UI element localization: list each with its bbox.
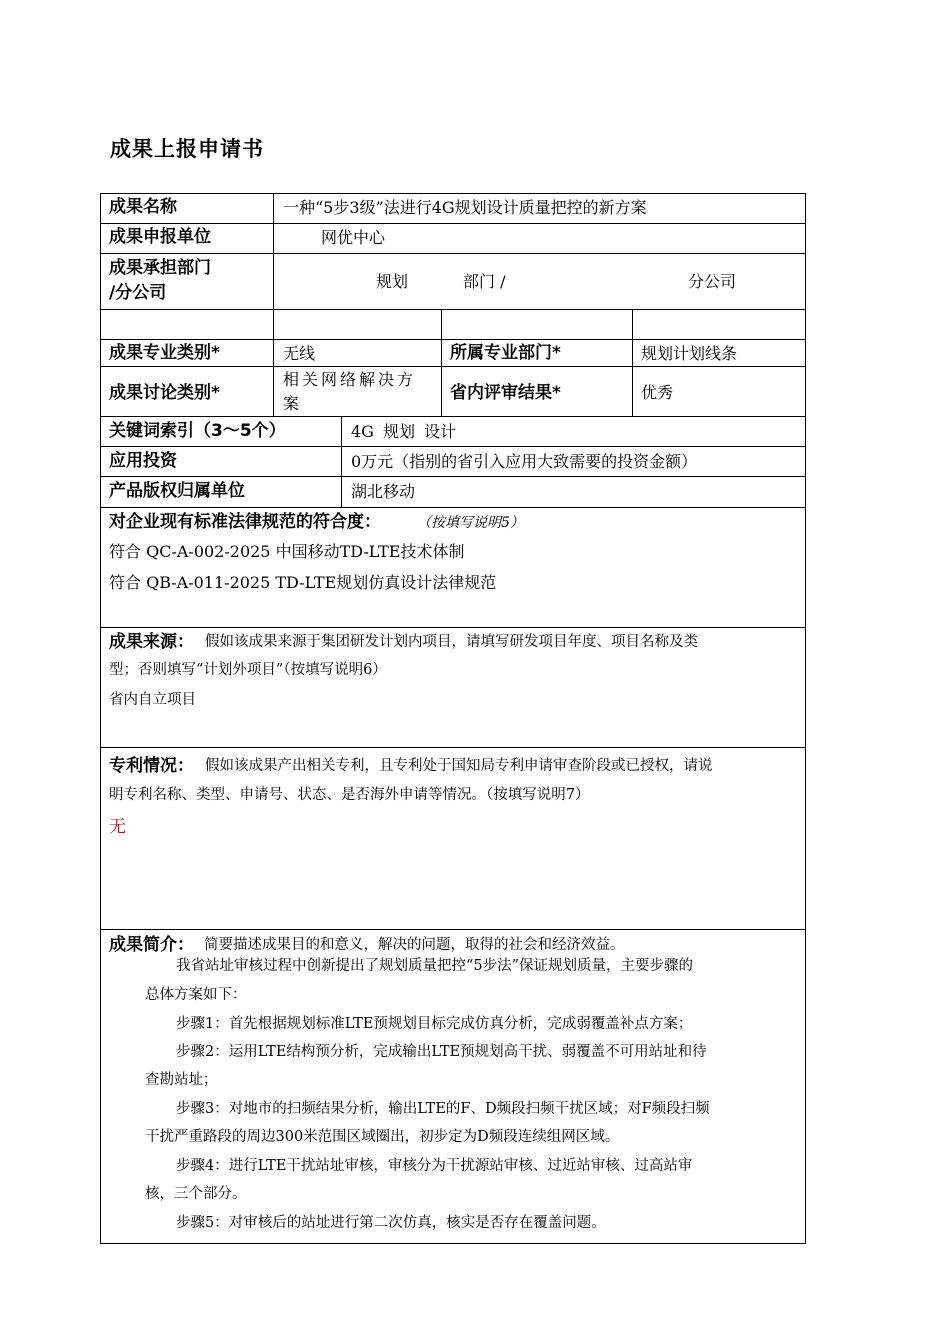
source-value: 省内自立项目 — [109, 692, 196, 708]
investment-value: 0万元（指别的省引入应用大致需要的投资金额） — [351, 452, 698, 471]
summary-intro: 简要描述成果目的和意义，解决的问题，取得的社会和经济效益。 — [204, 937, 625, 953]
row-divider — [100, 929, 806, 930]
category-label: 成果专业类别* — [109, 343, 220, 363]
patent-instruction-1: 假如该成果产出相关专利，且专利处于国知局专利申请审查阶段或已授权，请说 — [205, 758, 713, 774]
page-title: 成果上报申请书 — [110, 137, 264, 161]
discussion-category-label: 成果讨论类别* — [109, 383, 220, 403]
summary-step-3b: 干扰严重路段的周边300米范围区域圈出，初步定为D频段连续组网区域。 — [145, 1129, 620, 1145]
category-value: 无线 — [283, 344, 316, 363]
department-label-line2: /分公司 — [109, 283, 167, 303]
summary-step-1: 步骤1：首先根据规划标准LTE预规划目标完成仿真分析，完成弱覆盖补点方案； — [176, 1016, 693, 1032]
keyword-value: 4G 规划 设计 — [351, 422, 457, 441]
department-value-branch: 分公司 — [688, 272, 737, 291]
row-divider — [100, 253, 806, 254]
source-instruction-1: 假如该成果来源于集团研发计划内项目，请填写研发项目年度、项目名称及类 — [205, 634, 698, 650]
row-divider — [100, 366, 806, 367]
summary-step-2b: 查勘站址； — [145, 1072, 218, 1088]
copyright-label: 产品版权归属单位 — [109, 481, 245, 501]
row-divider — [100, 627, 806, 628]
copyright-value: 湖北移动 — [351, 482, 416, 501]
compliance-label: 对企业现有标准法律规范的符合度： — [109, 512, 381, 532]
review-result-value: 优秀 — [641, 383, 674, 402]
keyword-label: 关键词索引（3～5个） — [109, 421, 286, 441]
row-divider — [100, 476, 806, 477]
compliance-line-1: 符合 QC-A-002-2025 中国移动TD-LTE技术体制 — [109, 542, 465, 561]
col-divider — [273, 193, 274, 416]
investment-label: 应用投资 — [109, 451, 177, 471]
belong-dept-value: 规划计划线条 — [641, 344, 738, 363]
row-divider — [100, 446, 806, 447]
row-divider — [100, 339, 806, 340]
col-divider — [632, 309, 633, 416]
review-result-label: 省内评审结果* — [450, 383, 561, 403]
summary-step-3a: 步骤3：对地市的扫频结果分析，输出LTE的F、D频段扫频干扰区域；对F频段扫频 — [176, 1101, 710, 1117]
summary-label: 成果简介： — [109, 935, 194, 955]
compliance-note: （按填写说明5） — [417, 515, 524, 531]
summary-paragraph-1a: 我省站址审核过程中创新提出了规划质量把控“5步法”保证规划质量，主要步骤的 — [176, 958, 694, 974]
row-divider — [100, 223, 806, 224]
summary-step-2a: 步骤2：运用LTE结构预分析，完成输出LTE预规划高干扰、弱覆盖不可用站址和待 — [176, 1044, 707, 1060]
belong-dept-label: 所属专业部门* — [450, 343, 561, 363]
col-divider — [441, 309, 442, 416]
source-label: 成果来源： — [109, 632, 194, 652]
row-divider — [100, 507, 806, 508]
summary-step-5: 步骤5：对审核后的站址进行第二次仿真，核实是否存在覆盖问题。 — [176, 1215, 606, 1231]
row-divider — [100, 416, 806, 417]
department-value-plan: 规划 — [376, 272, 409, 291]
summary-step-4b: 核，三个部分。 — [145, 1186, 247, 1202]
patent-value: 无 — [109, 817, 126, 837]
source-instruction-2: 型；否则填写“计划外项目”（按填写说明6） — [109, 662, 387, 678]
discussion-category-value: 相关网络解决方 — [283, 370, 417, 389]
compliance-line-2: 符合 QB-A-011-2025 TD-LTE规划仿真设计法律规范 — [109, 573, 497, 592]
achievement-name-label: 成果名称 — [109, 197, 177, 217]
discussion-category-value-line2: 案 — [283, 394, 300, 413]
patent-label: 专利情况： — [109, 756, 194, 776]
department-label: 成果承担部门 — [109, 258, 211, 278]
row-divider — [100, 747, 806, 748]
reporting-unit-label: 成果申报单位 — [109, 227, 211, 247]
patent-instruction-2: 明专利名称、类型、申请号、状态、是否海外申请等情况。（按填写说明7） — [109, 787, 590, 803]
col-divider — [341, 416, 342, 507]
achievement-name-value: 一种“5步3级”法进行4G规划设计质量把控的新方案 — [283, 198, 647, 217]
summary-paragraph-1b: 总体方案如下： — [145, 987, 247, 1003]
summary-step-4a: 步骤4：进行LTE干扰站址审核，审核分为干扰源站审核、过近站审核、过高站审 — [176, 1158, 693, 1174]
row-divider — [100, 309, 806, 310]
department-value-dept: 部门 / — [463, 272, 506, 291]
reporting-unit-value: 网优中心 — [321, 228, 386, 247]
